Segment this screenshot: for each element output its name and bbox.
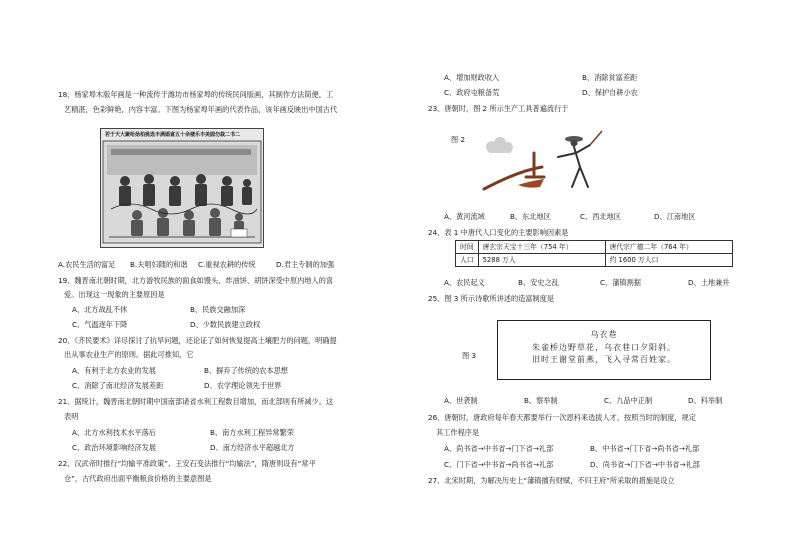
q24-option-a: A、农民起义 <box>444 278 485 287</box>
table-cell: 5288 万人 <box>478 254 605 267</box>
q18-woodcut-new-year-picture <box>100 128 264 248</box>
q21-stem-line1: 21、据统计，魏晋南北朝时期中国南部诸省水利工程数目增加，而北部则有所减少。这 <box>58 397 334 406</box>
q22-stem-line1: 22、汉武帝时推行“均输平准政策”、王安石变法推行“均输法”，隋唐则设有“常平 <box>58 459 316 468</box>
q21-option-b: B、南方水利工程异常繁荣 <box>210 428 294 437</box>
q18-option-b: B.夫唱妇随的和谐 <box>130 260 188 269</box>
q23-option-d: D、江南地区 <box>654 212 696 221</box>
q22-option-b: B、消除贫富差距 <box>582 73 638 82</box>
q25-option-a: A、世袭制 <box>444 396 478 405</box>
poem-line-1: 朱雀桥边野草花，乌衣巷口夕阳斜。 <box>532 343 676 352</box>
q26-option-b: B、中书省→门下省→尚书省→礼部 <box>590 444 700 453</box>
q26-stem-line1: 26、唐朝时，唐政府每年春天都要举行一次恩科来选拔人才，按照当时的制度，规定 <box>428 413 696 422</box>
table-row <box>456 241 733 254</box>
q19-option-a: A、北方战乱不休 <box>72 305 128 314</box>
q19-stem-line2: 爱。出现这一现象的主要原因是 <box>64 290 165 299</box>
q26-option-a: A、尚书省→中书省→门下省→礼部 <box>444 444 554 453</box>
q24-population-table <box>455 240 733 267</box>
q21-option-c: C、政治环境影响经济发展 <box>72 443 157 452</box>
q24-option-d: D、土地兼并 <box>688 278 730 287</box>
q25-poem-box <box>497 320 711 380</box>
table-cell: 唐玄宗天宝十三年（754 年） <box>478 241 605 254</box>
q18-option-c: C.重视农耕的传统 <box>198 260 256 269</box>
q21-stem-line2: 表明 <box>64 412 79 421</box>
table-cell: 唐代宗广德二年（764 年） <box>605 241 732 254</box>
q25-stem: 25、图 3 所示诗歌所讲述的造富制度是 <box>428 294 555 303</box>
q20-option-a: A、有利于北方农业的发展 <box>72 366 156 375</box>
q25-option-d: D、科举制 <box>688 396 723 405</box>
q26-option-c: C、门下省→中书省→尚书省→礼部 <box>444 460 554 469</box>
q25-figure-label: 图 3 <box>462 351 477 360</box>
q19-option-b: B、民族交融加深 <box>190 305 246 314</box>
q19-option-c: C、气温逐年下降 <box>72 320 128 329</box>
q22-option-a: A、增加财政收入 <box>444 73 500 82</box>
q21-option-a: A、北方水利技术水平落后 <box>72 428 156 437</box>
q21-option-d: D、南方经济水平超越北方 <box>210 443 295 452</box>
q20-option-b: B、摒弃了传统的农本思想 <box>204 366 288 375</box>
table-cell: 时间 <box>456 241 479 254</box>
table-row <box>456 254 733 267</box>
q20-option-d: D、农学理论领先于世界 <box>204 381 282 390</box>
q20-stem-line1: 20、《齐民要术》详尽探讨了抗旱问题，还论证了如何恢复提高土壤肥力的问题，明确提 <box>58 336 337 345</box>
q22-option-c: C、政府屯粮备荒 <box>444 88 500 97</box>
q23-figure-label: 图 2 <box>451 135 466 144</box>
q18-woodcut-caption: 若于天大聚哈扬柏挑选丰满婚富五十余楼乐丰美圆勿栽二书二 <box>105 132 241 138</box>
q19-stem-line1: 19、魏晋南北朝时期，北方游牧民族的面食如馒头、炸油饼、胡饼深受中原内地人的喜 <box>58 276 334 285</box>
q26-stem-line2: 其工作程序是 <box>436 428 480 437</box>
q23-plow-figure <box>478 127 606 199</box>
q22-stem-line2: 仓”，古代政府出面平衡粮食价格的主要意图是 <box>64 474 212 483</box>
q18-option-a: A.农民生活的富足 <box>58 260 116 269</box>
q18-stem-line2: 艺精湛，色彩鲜艳，内容丰富。下图为杨家埠年画的代表作品，该年画反映出中国古代 <box>64 105 338 114</box>
q20-stem-line2: 出从事农业生产的原则。据此可推知，它 <box>64 350 194 359</box>
q26-option-d: D、尚书省→门下省→中书省→礼部 <box>590 460 700 469</box>
poem-title: 乌衣巷 <box>590 330 618 339</box>
woodcut-figures-illustration <box>101 129 263 247</box>
q22-option-d: D、保护自耕小农 <box>582 88 638 97</box>
poem-line-2: 旧时王谢堂前燕，飞入寻常百姓家。 <box>532 355 676 364</box>
q23-option-a: A、黄河流域 <box>444 212 485 221</box>
q24-stem: 24、表 1 中唐代人口变化的主要影响因素是 <box>428 228 569 237</box>
q23-option-b: B、东北地区 <box>510 212 551 221</box>
q18-option-d: D.君主专制的加强 <box>276 260 335 269</box>
q25-option-b: B、察举制 <box>524 396 558 405</box>
q23-option-c: C、西北地区 <box>580 212 621 221</box>
q18-stem-line1: 18、杨家埠木版年画是一种流传于潍坊市杨家埠的传统民间版画，其制作方法简便，工 <box>58 90 334 99</box>
q24-option-c: C、藩镇割据 <box>600 278 641 287</box>
q24-option-b: B、安史之乱 <box>518 278 559 287</box>
q19-option-d: D、少数民族建立政权 <box>190 320 261 329</box>
q27-stem: 27、北宋时期，为解决历史上“藩镇擅有财赋，不归王府”所采取的措施是设立 <box>428 476 675 485</box>
q20-option-c: C、消除了南北经济发展差距 <box>72 381 164 390</box>
q25-option-c: C、九品中正制 <box>604 396 653 405</box>
table-cell: 人口 <box>456 254 479 267</box>
q23-stem: 23、唐朝时，图 2 所示生产工具普遍流行于 <box>428 104 569 113</box>
table-cell: 约 1600 万人口 <box>605 254 732 267</box>
